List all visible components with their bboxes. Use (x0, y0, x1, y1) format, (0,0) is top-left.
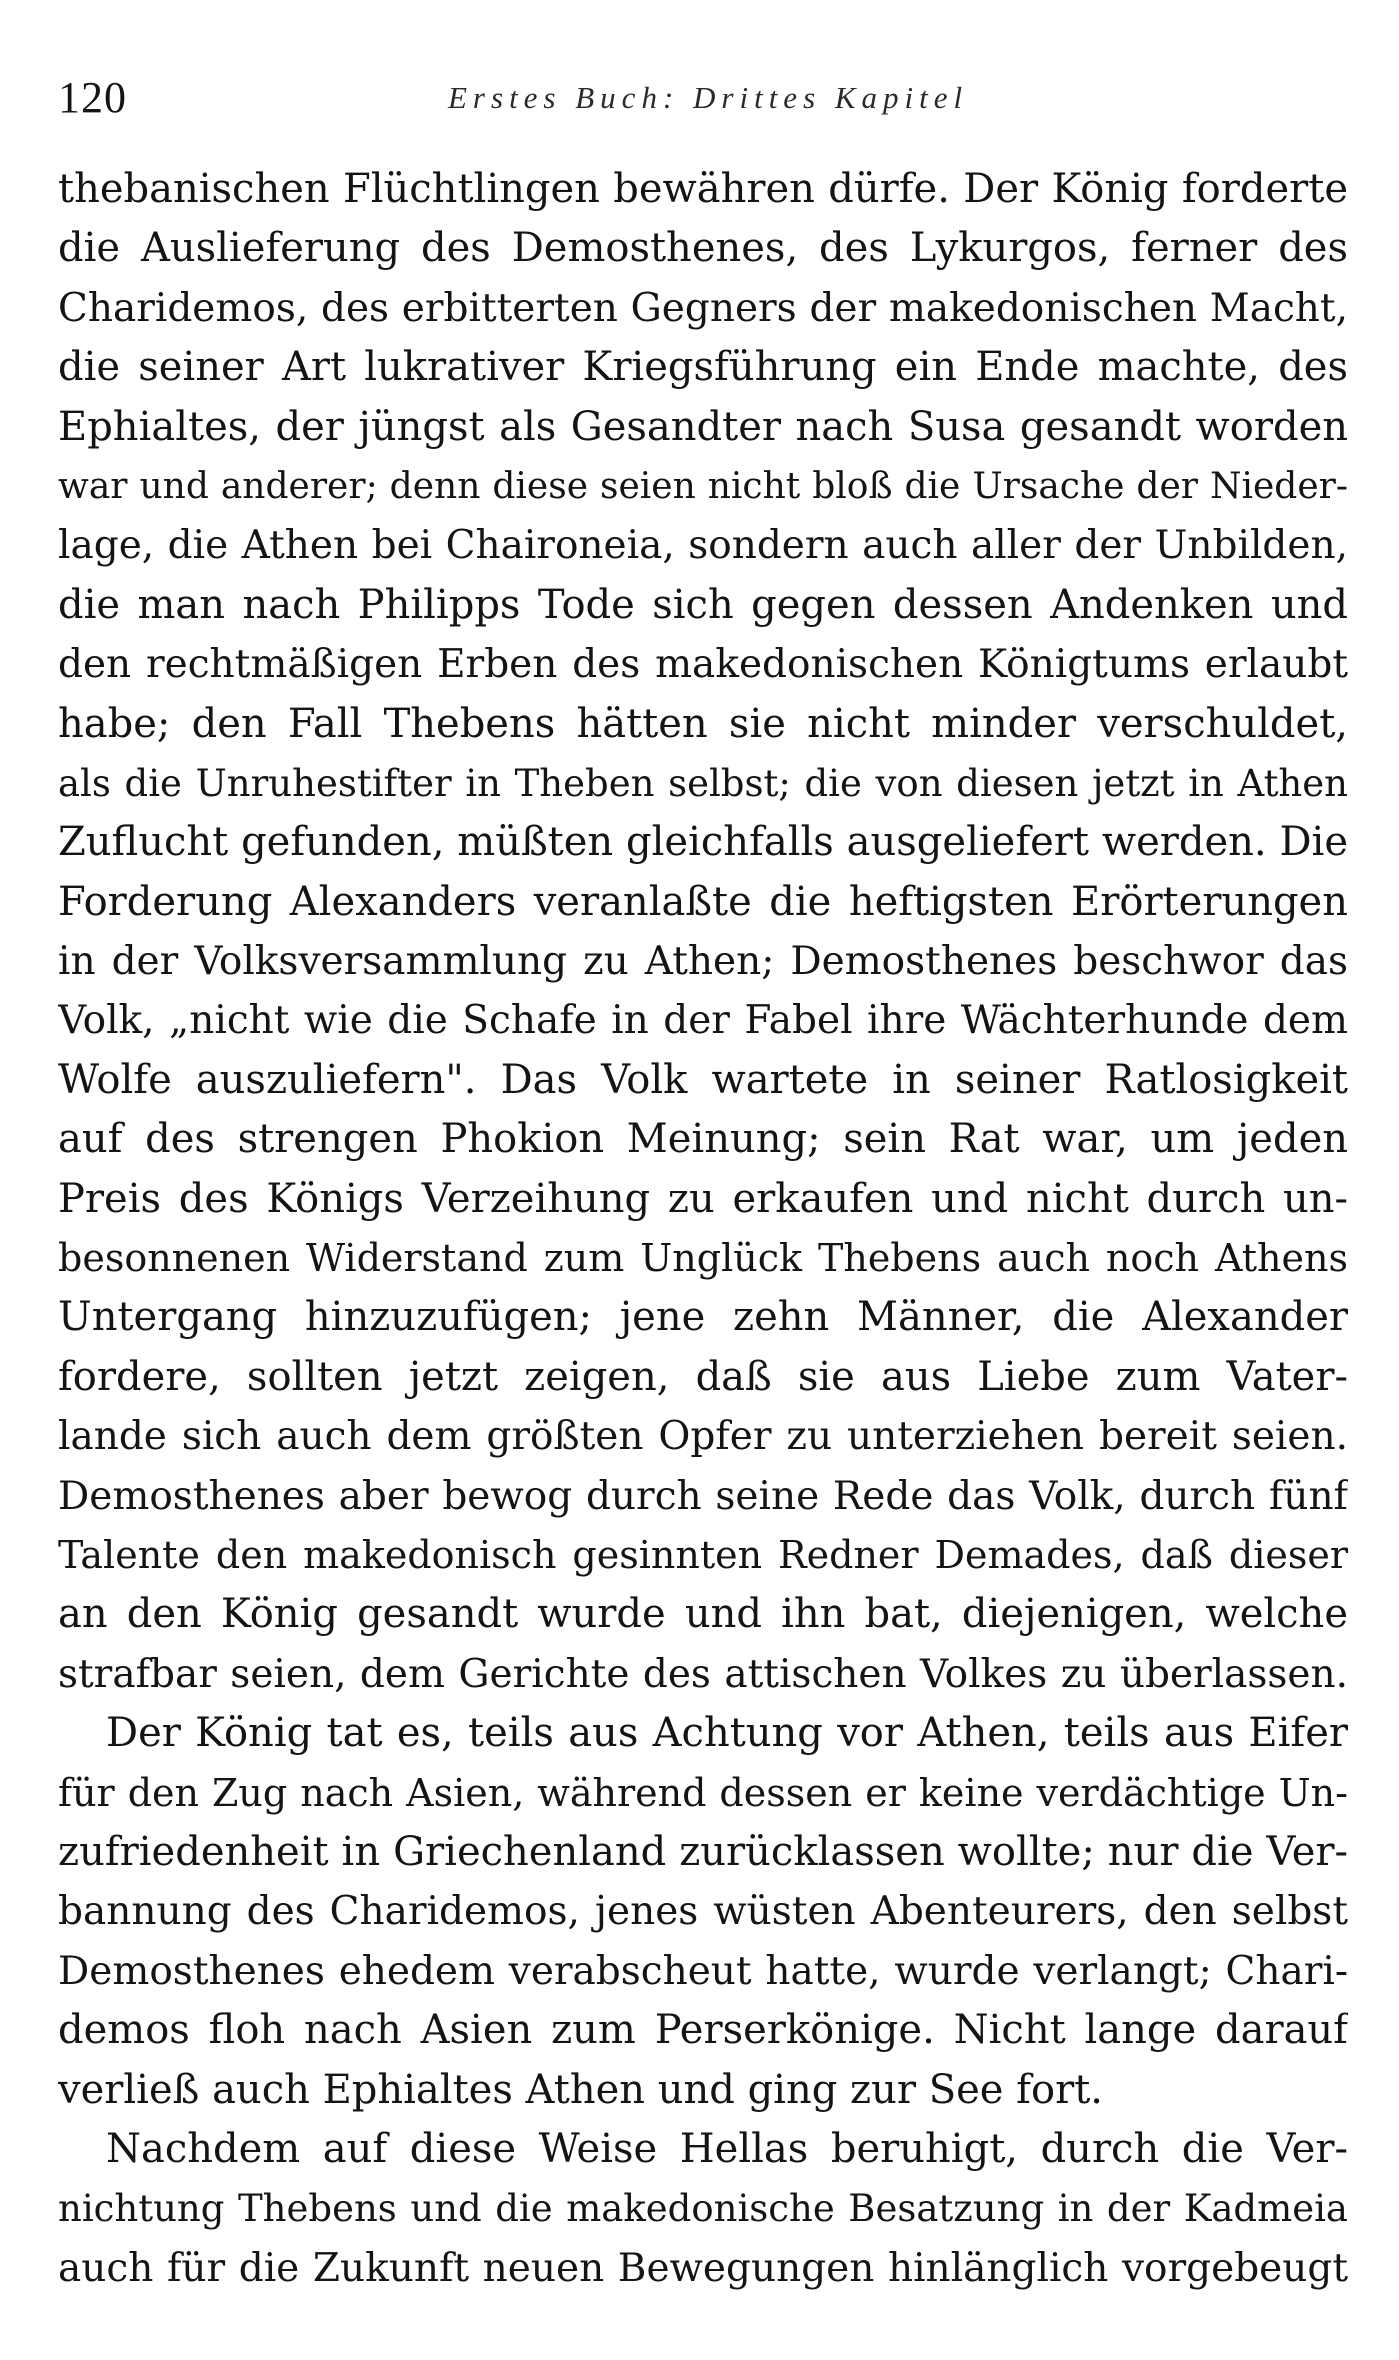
text-line: Forderung Alexanders veranlaßte die heftigsten Erörterungen (58, 878, 1348, 925)
text-line: Volk, „nicht wie die Schafe in der Fabel ihre Wächterhunde dem (58, 998, 1348, 1044)
text-line: demos floh nach Asien zum Perserkönige. Nicht lange darauf (58, 2007, 1348, 2054)
text-line: den rechtmäßigen Erben des makedonischen Königtums erlaubt (58, 642, 1348, 688)
paragraph-first-line: Der König tat es, teils aus Achtung vor Athen, teils aus Eifer (106, 1710, 1348, 1757)
text-line: Ephialtes, der jüngst als Gesandter nach Susa gesandt worden (58, 403, 1348, 450)
text-line: die Auslieferung des Demosthenes, des Lykurgos, ferner des (58, 225, 1348, 272)
text-line: für den Zug nach Asien, während dessen er keine verdächtige Un- (58, 1770, 1348, 1815)
text-line: lage, die Athen bei Chaironeia, sondern auch aller der Unbilden, (58, 523, 1348, 569)
text-line: Wolfe auszuliefern". Das Volk wartete in seiner Ratlosigkeit (58, 1056, 1348, 1103)
text-line: Zuflucht gefunden, müßten gleichfalls ausgeliefert werden. Die (58, 819, 1348, 866)
text-line: zufriedenheit in Griechenland zurücklassen wollte; nur die Ver- (58, 1828, 1348, 1875)
text-line: auf des strengen Phokion Meinung; sein Rat war, um jeden (58, 1116, 1348, 1163)
text-line: Talente den makedonisch gesinnten Redner Demades, daß dieser (58, 1532, 1348, 1577)
text-line: thebanischen Flüchtlingen bewähren dürfe. Der König forderte (58, 166, 1348, 212)
body-text (58, 160, 1348, 2298)
text-line: Demosthenes aber bewog durch seine Rede das Volk, durch fünf (58, 1473, 1348, 1519)
text-line: bannung des Charidemos, jenes wüsten Abenteurers, den selbst (58, 1889, 1348, 1935)
text-line: die man nach Philipps Tode sich gegen dessen Andenken und (58, 581, 1348, 628)
text-line: Demosthenes ehedem verabscheut hatte, wurde verlangt; Chari- (58, 1948, 1348, 1994)
text-line: Charidemos, des erbitterten Gegners der makedonischen Macht, (58, 285, 1348, 331)
page-number: 120 (58, 73, 127, 122)
paragraph-first-line: Nachdem auf diese Weise Hellas beruhigt, durch die Ver- (106, 2125, 1348, 2172)
text-line: habe; den Fall Thebens hätten sie nicht minder verschuldet, (58, 700, 1348, 747)
paragraph-last-line: verließ auch Ephialtes Athen und ging zur See fort. (58, 2066, 1103, 2113)
text-line: strafbar seien, dem Gerichte des attischen Volkes zu überlassen. (58, 1651, 1348, 1697)
running-head (58, 72, 1348, 132)
text-line: war und anderer; denn diese seien nicht bloß die Ursache der Nieder- (58, 465, 1348, 507)
text-line: auch für die Zukunft neuen Bewegungen hinlänglich vorgebeugt (58, 2245, 1348, 2291)
text-line: die seiner Art lukrativer Kriegsführung ein Ende machte, des (58, 344, 1348, 391)
text-line: fordere, sollten jetzt zeigen, daß sie aus Liebe zum Vater- (58, 1353, 1348, 1400)
text-line: lande sich auch dem größten Opfer zu unterziehen bereit seien. (58, 1414, 1348, 1460)
text-line: als die Unruhestifter in Theben selbst; die von diesen jetzt in Athen (58, 761, 1348, 805)
text-line: in der Volksversammlung zu Athen; Demosthenes beschwor das (58, 939, 1348, 985)
running-title: Erstes Buch: Drittes Kapitel (448, 80, 969, 115)
text-line: an den König gesandt wurde und ihn bat, diejenigen, welche (58, 1591, 1348, 1638)
text-line: Preis des Königs Verzeihung zu erkaufen und nicht durch un- (58, 1175, 1348, 1222)
text-line: nichtung Thebens und die makedonische Besatzung in der Kadmeia (58, 2187, 1348, 2231)
text-line: besonnenen Widerstand zum Unglück Thebens auch noch Athens (58, 1236, 1348, 1281)
text-line: Untergang hinzuzufügen; jene zehn Männer, die Alexander (58, 1294, 1348, 1341)
